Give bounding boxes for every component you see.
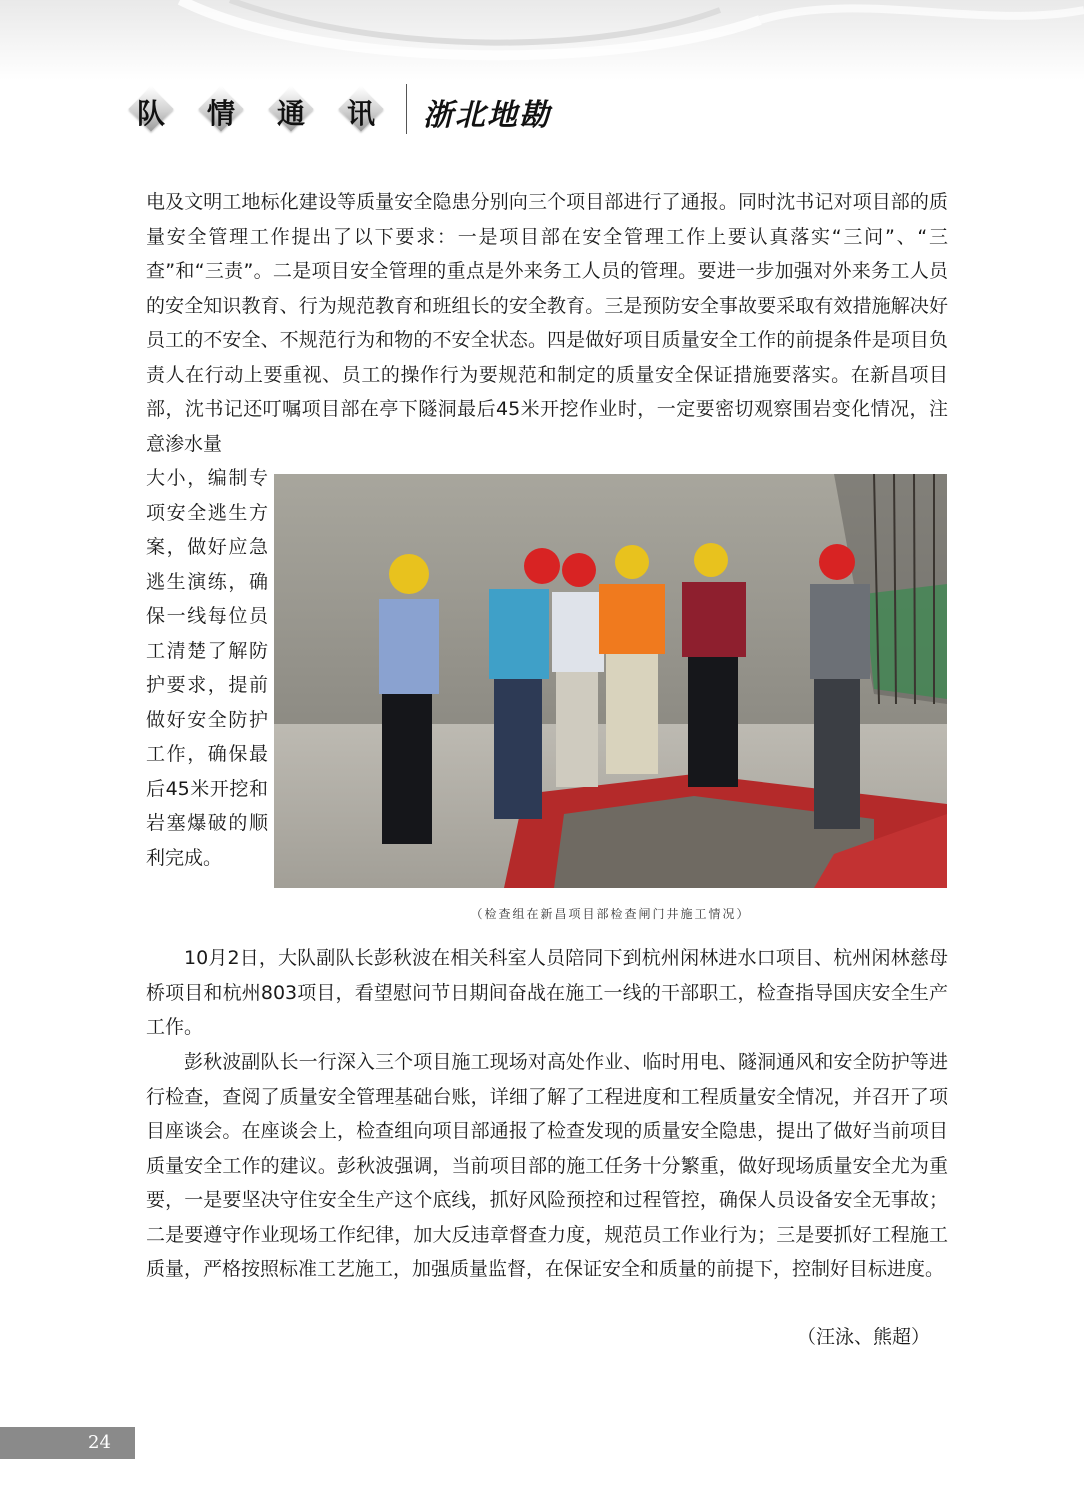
author-signature: （汪泳、熊超）: [796, 1326, 930, 1348]
page-number-tab: [0, 1427, 135, 1459]
header-diamond-2: [198, 86, 244, 132]
section-header: [128, 84, 728, 136]
header-char: 讯: [346, 97, 375, 130]
header-diamond-1: [128, 86, 174, 132]
paragraph-2: 10月2日，大队副队长彭秋波在相关科室人员陪同下到杭州闲林进水口项目、杭州闲林慈母桥项目和杭州803项目，看望慰问节日期间奋战在施工一线的干部职工，检查指导国庆安全生产工作。: [146, 947, 948, 1038]
photo-caption: （检查组在新昌项目部检查闸门井施工情况）: [470, 907, 751, 921]
brand-title: 浙北地勘: [423, 98, 551, 133]
page-number: 24: [88, 1432, 111, 1453]
header-decoration: [0, 0, 1084, 80]
header-char: 情: [206, 97, 235, 130]
header-diamond-4: [338, 86, 384, 132]
paragraph-side-column: 大小，编制专项安全逃生方案，做好应急逃生演练，确保一线每位员工清楚了解防护要求，提前做好安全防护工作，确保最后45米开挖和岩塞爆破的顺利完成。: [146, 467, 268, 869]
header-diamond-3: [268, 86, 314, 132]
inspection-photo: [274, 474, 947, 888]
header-char: 队: [136, 97, 165, 130]
paragraph-1: 电及文明工地标化建设等质量安全隐患分别向三个项目部进行了通报。同时沈书记对项目部的质量安全管理工作提出了以下要求：一是项目部在安全管理工作上要认真落实“三问”、“三查”和“三责”。二是项目安全管理的重点是外来务工人员的管理。要进一步加强对外来务工人员的安全知识教育、行为规范教育和班组长的安全教育。三是预防安全事故要采取有效措施解决好员工的不安全、不规范行为和物的不安全状态。四是做好项目质量安全工作的前提条件是项目负责人在行动上要重视、员工的操作行为要规范和制定的质量安全保证措施要落实。在新昌项目部，沈书记还叮嘱项目部在亭下隧洞最后45米开挖作业时，一定要密切观察围岩变化情况，注意渗水量: [146, 191, 948, 455]
header-char: 通: [276, 97, 305, 130]
paragraph-3: 彭秋波副队长一行深入三个项目施工现场对高处作业、临时用电、隧洞通风和安全防护等进行检查，查阅了质量安全管理基础台账，详细了解了工程进度和工程质量安全情况，并召开了项目座谈会。在座谈会上，检查组向项目部通报了检查发现的质量安全隐患，提出了做好当前项目质量安全工作的建议。彭秋波强调，当前项目部的施工任务十分繁重，做好现场质量安全尤为重要，一是要坚决守住安全生产这个底线，抓好风险预控和过程管控，确保人员设备安全无事故；二是要遵守作业现场工作纪律，加大反违章督查力度，规范员工作业行为；三是要抓好工程施工质量，严格按照标准工艺施工，加强质量监督，在保证安全和质量的前提下，控制好目标进度。: [146, 1051, 948, 1280]
header-divider: [406, 84, 407, 134]
